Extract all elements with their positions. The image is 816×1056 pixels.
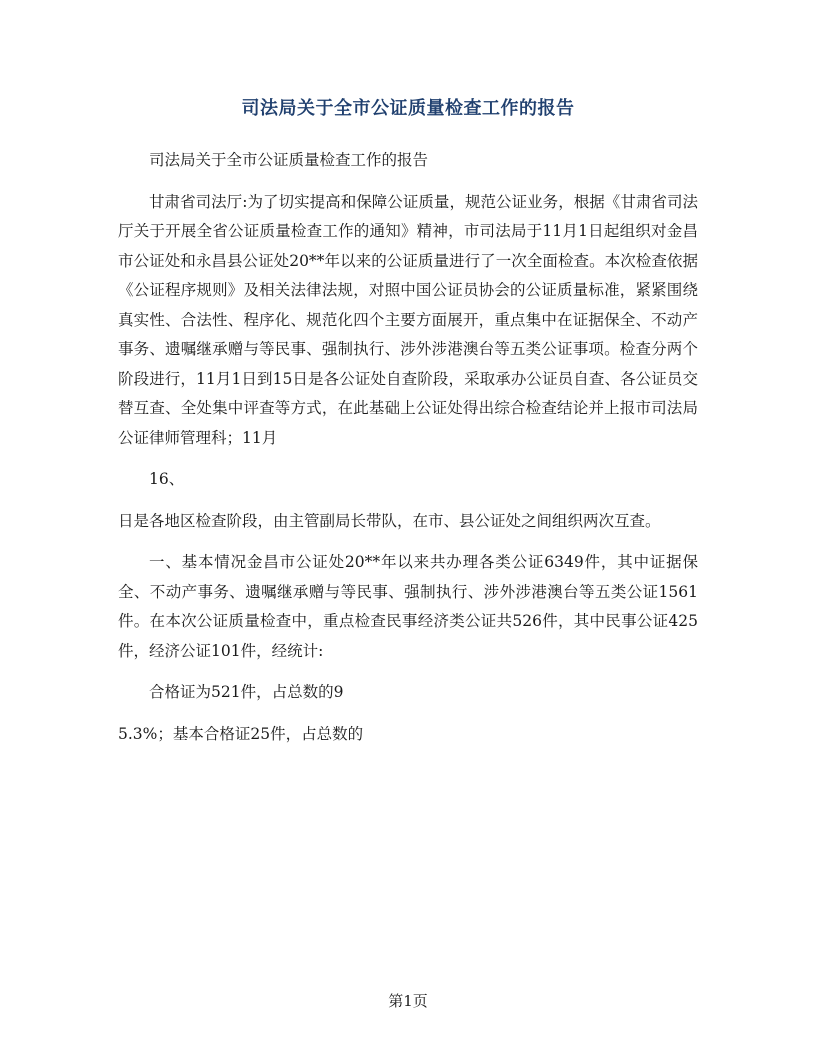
paragraph-basic-qualified: 5.3%；基本合格证25件，占总数的 [118, 724, 364, 743]
paragraph-mutual-check: 日是各地区检查阶段，由主管副局长带队，在市、县公证处之间组织两次互查。 [118, 511, 661, 530]
page-number: 第1页 [388, 992, 428, 1010]
paragraph-date-fragment: 16、 [149, 470, 185, 488]
document-body [118, 146, 698, 761]
paragraph-qualified-count: 合格证为521件，占总数的9 [149, 683, 344, 701]
paragraph-basic-situation: 一、基本情况金昌市公证处20**年以来共办理各类公证6349件，其中证据保全、不动产事务、遗嘱继承赠与等民事、强制执行、涉外涉港澳台等五类公证1561件。在本次公证质量检查中，重点检查民事经济类公证共526件，其中民事公证425件，经济公证101件，经统计: [118, 553, 698, 660]
paragraph-intro: 甘肃省司法厅:为了切实提高和保障公证质量，规范公证业务，根据《甘肃省司法厅关于开展全省公证质量检查工作的通知》精神，市司法局于11月1日起组织对金昌市公证处和永昌县公证处20**年以来的公证质量进行了一次全面检查。本次检查依据《公证程序规则》及相关法律法规，对照中国公证员协会的公证质量标准，紧紧围绕真实性、合法性、程序化、规范化四个主要方面展开，重点集中在证据保全、不动产事务、遗嘱继承赠与等民事、强制执行、涉外涉港澳台等五类公证事项。检查分两个阶段进行，11月1日到15日是各公证处自查阶段，采取承办公证员自查、各公证员交替互查、全处集中评查等方式，在此基础上公证处得出综合检查结论并上报市司法局公证律师管理科；11月 [118, 192, 698, 447]
paragraph-heading: 司法局关于全市公证质量检查工作的报告 [149, 151, 429, 169]
document-title: 司法局关于全市公证质量检查工作的报告 [241, 98, 575, 119]
